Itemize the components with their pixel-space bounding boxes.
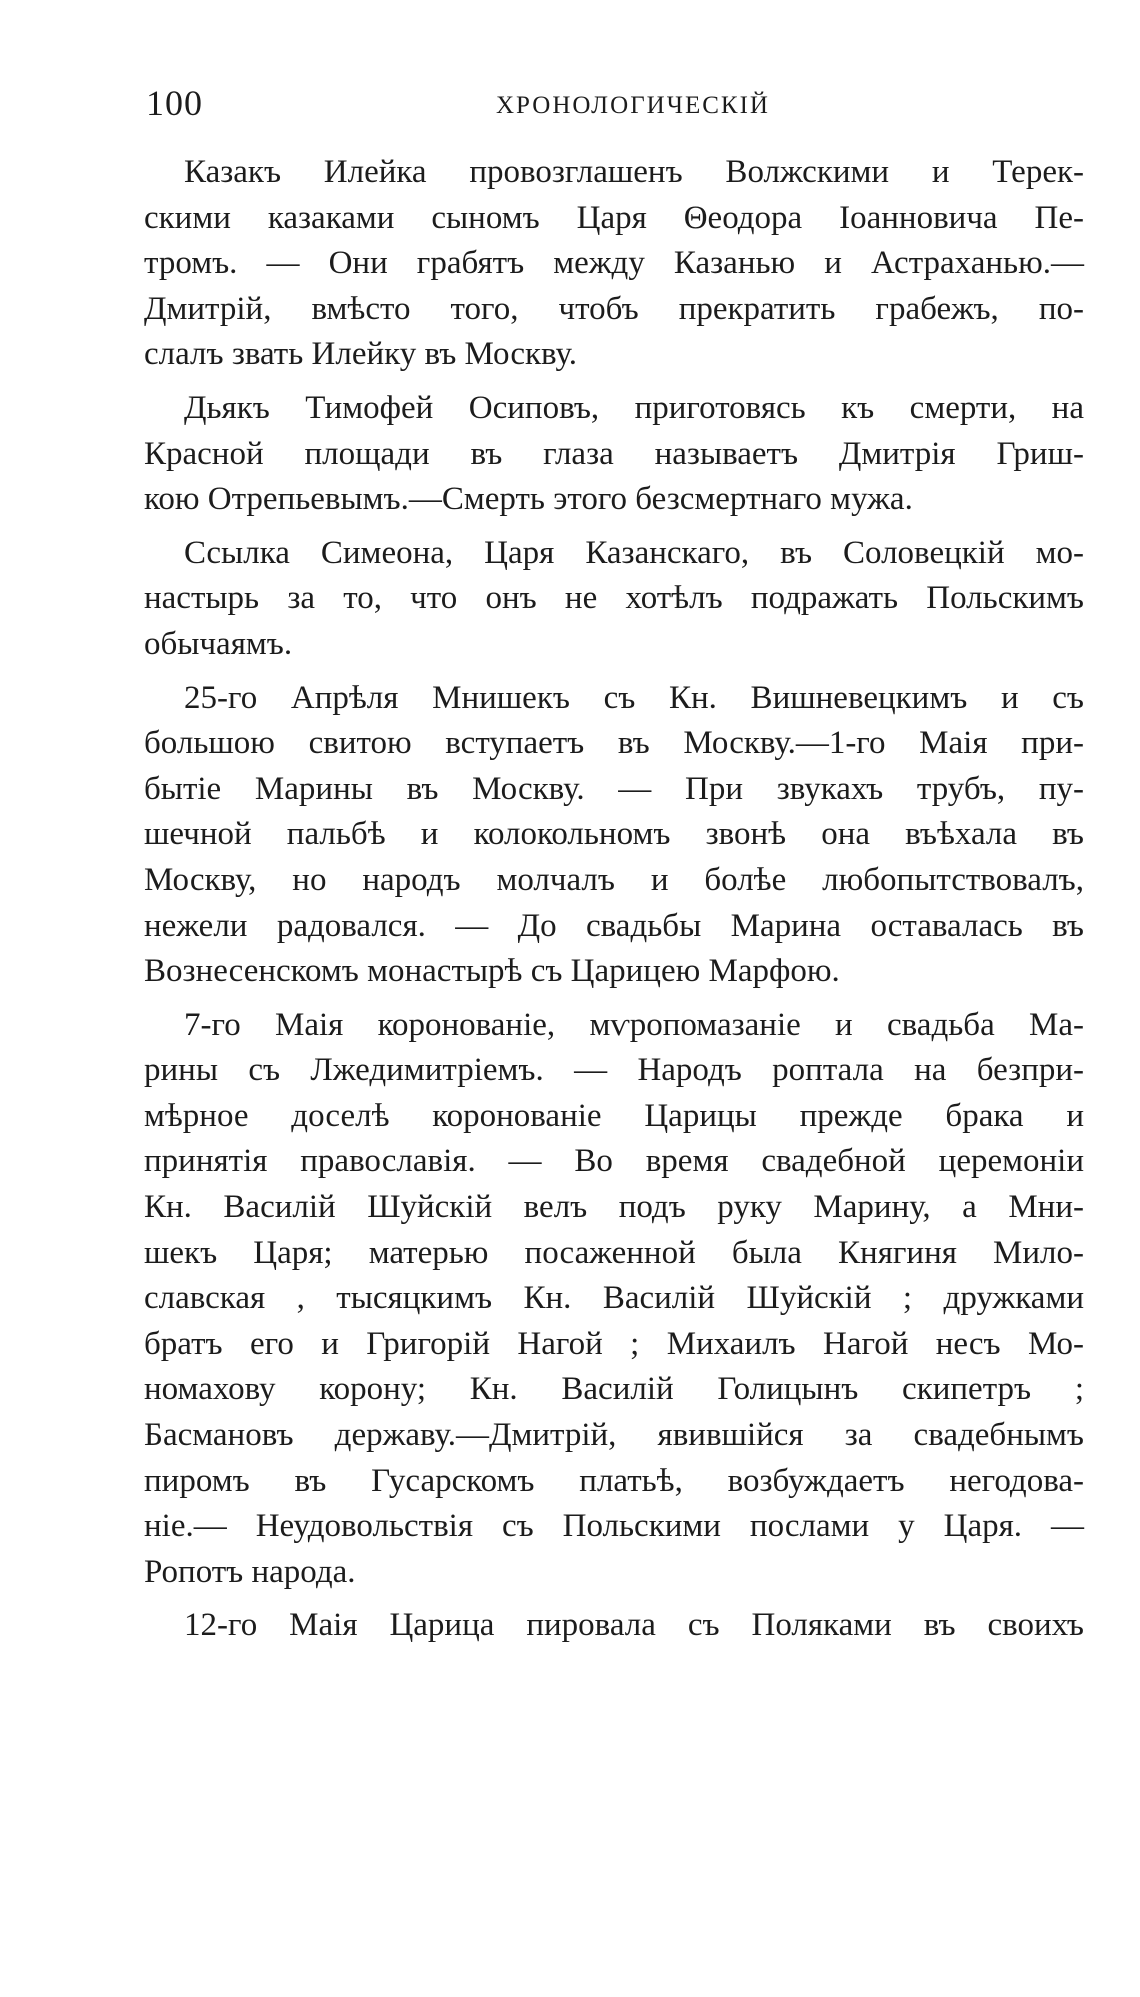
text-line: номахову корону; Кн. Василій Голицынъ скипетръ ; xyxy=(144,1371,1084,1408)
body-text xyxy=(144,150,1084,1657)
text-line: большою свитою вступаетъ въ Москву.—1-го Маія при- xyxy=(144,725,1084,762)
text-line: Дьякъ Тимофей Осиповъ, приготовясь къ смерти, на xyxy=(184,389,1084,426)
text-line: скими казаками сыномъ Царя Θеодора Іоанновича Пе- xyxy=(144,199,1084,236)
text-line: Москву, но народъ молчалъ и болѣе любопытствовалъ, xyxy=(144,861,1084,898)
paragraph xyxy=(144,676,1084,995)
text-line: 7-го Маія коронованіе, мѵропомазаніе и свадьба Ма- xyxy=(184,1006,1084,1043)
text-line: 25-го Апрѣля Мнишекъ съ Кн. Вишневецкимъ и съ xyxy=(184,679,1084,716)
paragraph xyxy=(144,1003,1084,1596)
text-line: рины съ Лжедимитріемъ. — Народъ роптала на безпри- xyxy=(144,1052,1084,1089)
text-line: Ропотъ народа. xyxy=(144,1553,356,1590)
page-header xyxy=(146,82,1088,132)
text-line: шечной пальбѣ и колокольномъ звонѣ она въѣхала въ xyxy=(144,816,1084,853)
text-line: Казакъ Илейка провозглашенъ Волжскими и Терек- xyxy=(184,154,1084,190)
text-line: славская , тысяцкимъ Кн. Василій Шуйскій ; дружками xyxy=(144,1280,1084,1317)
text-line: принятія православія. — Во время свадебной церемоніи xyxy=(144,1143,1084,1180)
text-line: шекъ Царя; матерью посаженной была Княгиня Мило- xyxy=(144,1234,1084,1271)
text-line: Вознесенскомъ монастырѣ съ Царицею Марфою. xyxy=(144,953,840,990)
paragraph xyxy=(144,531,1084,668)
paragraph xyxy=(144,150,1084,378)
page-number: 100 xyxy=(146,83,203,123)
running-title: ХРОНОЛОГИЧЕСКІЙ xyxy=(496,92,770,119)
text-line: Басмановъ державу.—Дмитрій, явившійся за свадебнымъ xyxy=(144,1417,1084,1454)
text-line: обычаямъ. xyxy=(144,625,293,662)
text-line: пиромъ въ Гусарскомъ платьѣ, возбуждаетъ негодова- xyxy=(144,1462,1084,1499)
text-line: слалъ звать Илейку въ Москву. xyxy=(144,336,577,373)
text-line: нежели радовался. — До свадьбы Марина оставалась въ xyxy=(144,907,1084,944)
text-line: Красной площади въ глаза называетъ Дмитрія Гриш- xyxy=(144,435,1084,472)
text-line: тромъ. — Они грабятъ между Казанью и Астраханью.— xyxy=(144,245,1084,282)
text-line: бытіе Марины въ Москву. — При звукахъ трубъ, пу- xyxy=(144,770,1084,807)
text-line: Дмитрій, вмѣсто того, чтобъ прекратить грабежъ, по- xyxy=(144,290,1084,327)
paragraph xyxy=(144,386,1084,523)
text-line: Кн. Василій Шуйскій велъ подъ руку Марину, а Мни- xyxy=(144,1189,1084,1226)
text-line: Ссылка Симеона, Царя Казанскаго, въ Соловецкій мо- xyxy=(184,534,1084,571)
text-line: кою Отрепьевымъ.—Смерть этого безсмертнаго мужа. xyxy=(144,481,913,518)
text-line: 12-го Маія Царица пировала съ Поляками въ своихъ xyxy=(184,1607,1084,1644)
text-line: ніе.— Неудовольствія съ Польскими послами у Царя. — xyxy=(144,1508,1084,1545)
text-line: братъ его и Григорій Нагой ; Михаилъ Нагой несъ Мо- xyxy=(144,1325,1084,1362)
text-line: настырь за то, что онъ не хотѣлъ подражать Польскимъ xyxy=(144,580,1084,617)
paragraph xyxy=(144,1603,1084,1649)
text-line: мѣрное доселѣ коронованіе Царицы прежде брака и xyxy=(144,1097,1084,1134)
